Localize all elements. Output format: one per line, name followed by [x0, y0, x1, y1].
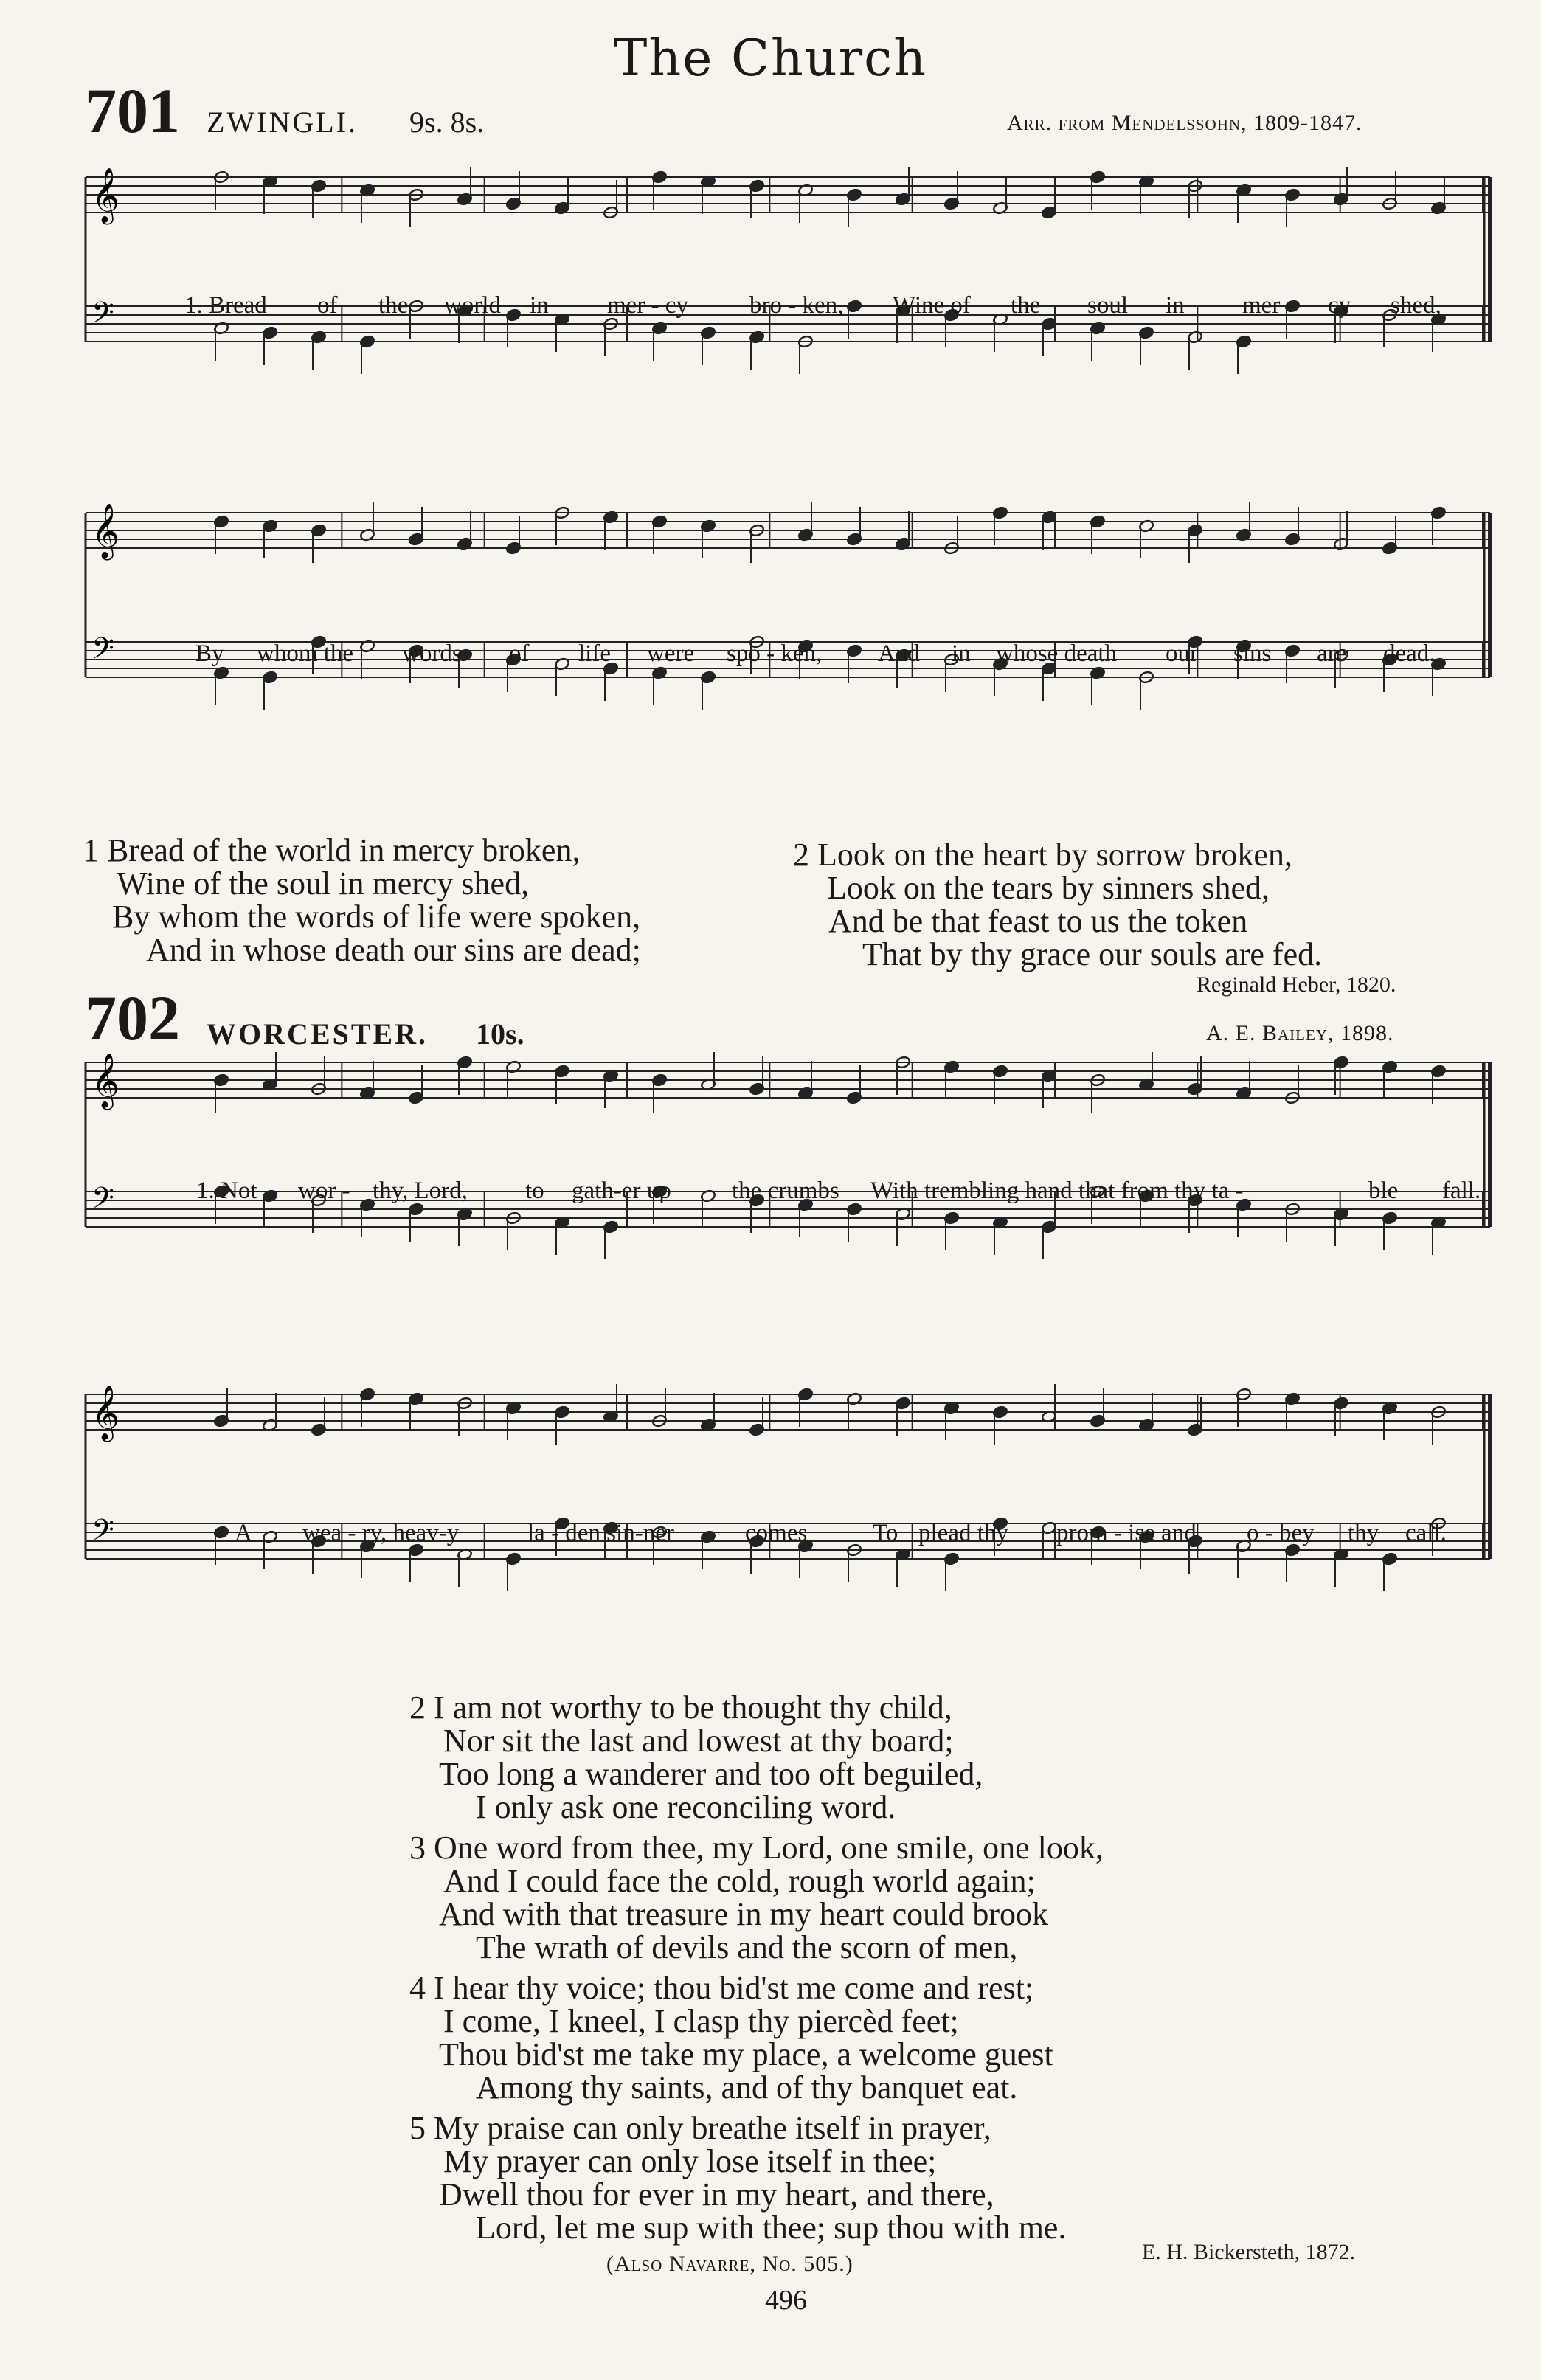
bass-clef-icon: 𝄢 [91, 632, 114, 673]
lyric-word: dead. [1383, 640, 1436, 667]
hymn-number-702: 702 [85, 983, 180, 1054]
lyrics-line-701-b [0, 640, 1541, 670]
lyric-word: bro - ken, [749, 292, 844, 319]
verse-line: Among thy saints, and of thy banquet eat. [476, 2069, 1018, 2106]
tune-name-702: WORCESTER. [207, 1017, 429, 1051]
verse-line: That by thy grace our souls are fed. [862, 936, 1323, 972]
page-header: The Church [613, 30, 927, 88]
verse-line: Nor sit the last and lowest at thy board; [443, 1723, 954, 1759]
lyric-word: la - den sin-ner [527, 1520, 674, 1546]
lyrics-line-701-a [0, 292, 1541, 322]
lyric-word: whose death [996, 640, 1118, 667]
verse-line: 5 My praise can only breathe itself in prayer, [409, 2110, 991, 2146]
lyric-word: ble [1368, 1177, 1399, 1204]
composer-702: A. E. Bailey, 1898. [1206, 1021, 1394, 1045]
lyric-word: words [402, 640, 462, 667]
lyric-word: 1. Bread [184, 292, 267, 319]
lyric-word: in [1166, 292, 1185, 319]
verse-line: 4 I hear thy voice; thou bid'st me come and rest; [409, 1970, 1034, 2006]
lyric-word: 1. Not [196, 1177, 257, 1204]
lyric-word: To [873, 1520, 898, 1546]
verse-702-5 [409, 2111, 1104, 2244]
lyric-word: our [1166, 640, 1198, 667]
meter-701: 9s. 8s. [409, 105, 485, 139]
lyric-word: world [444, 292, 501, 319]
verse-line: 2 I am not worthy to be thought thy child, [409, 1689, 952, 1726]
lyric-word: the crumbs [732, 1177, 839, 1204]
lyric-word: comes [745, 1520, 808, 1546]
lyric-word: in [530, 292, 549, 319]
treble-clef-icon: 𝄞 [91, 168, 120, 223]
music-system-701-b [81, 491, 1497, 786]
lyrics-line-702-b [0, 1520, 1541, 1549]
page-number: 496 [765, 2285, 807, 2316]
lyric-word: A [235, 1520, 252, 1546]
verse-line: Lord, let me sup with thee; sup thou with me. [476, 2210, 1067, 2246]
lyric-word: Wine of [893, 292, 971, 319]
verse-line: And be that feast to us the token [828, 903, 1248, 939]
verse-line: My prayer can only lose itself in thee; [443, 2143, 937, 2179]
verse-701-2 [793, 838, 1322, 971]
bass-clef-icon: 𝄢 [91, 1513, 114, 1554]
verse-702-4 [409, 1971, 1104, 2104]
lyric-word: were [647, 640, 695, 667]
lyric-word: fall. [1442, 1177, 1481, 1204]
lyric-word: the [378, 292, 409, 319]
verse-701-1 [83, 834, 641, 966]
lyric-word: cy [1328, 292, 1351, 319]
lyric-word: By [195, 640, 224, 667]
verse-line: I only ask one reconciling word. [476, 1789, 896, 1825]
lyric-word: gath-er up [572, 1177, 671, 1204]
lyric-word: wor - [298, 1177, 350, 1204]
verse-line: 1 Bread of the world in mercy broken, [83, 832, 581, 868]
lyric-word: whom the [257, 640, 354, 667]
verse-line: By whom the words of life were spoken, [112, 899, 641, 935]
verse-line: 3 One word from thee, my Lord, one smile, one look, [409, 1830, 1104, 1866]
lyric-word: in [952, 640, 971, 667]
bass-clef-icon: 𝄢 [91, 296, 114, 337]
author-701: Reginald Heber, 1820. [1197, 972, 1396, 997]
verses-702 [409, 1691, 1104, 2244]
tune-name-701: ZWINGLI. [207, 105, 359, 139]
lyric-word: thy, Lord, [373, 1177, 468, 1204]
lyric-word: the [1011, 292, 1041, 319]
lyric-word: shed, [1391, 292, 1441, 319]
lyric-word: of [509, 640, 530, 667]
verse-line: Look on the tears by sinners shed, [827, 870, 1270, 906]
lyric-word: are [1317, 640, 1347, 667]
verse-line: 2 Look on the heart by sorrow broken, [793, 837, 1292, 873]
lyric-word: plead thy [918, 1520, 1008, 1546]
lyric-word: of [317, 292, 338, 319]
verse-line: I come, I kneel, I clasp thy piercèd feet; [443, 2003, 959, 2039]
lyric-word: thy [1348, 1520, 1379, 1546]
treble-clef-icon: 𝄞 [91, 1386, 120, 1440]
treble-clef-icon: 𝄞 [91, 504, 120, 558]
also-note: (Also Navarre, No. 505.) [606, 2252, 853, 2276]
lyric-word: prom - ise and [1056, 1520, 1197, 1546]
lyric-word: mer - cy [607, 292, 688, 319]
lyric-word: soul [1087, 292, 1129, 319]
lyric-word: o - bey [1247, 1520, 1315, 1546]
bass-clef-icon: 𝄢 [91, 1181, 114, 1222]
verse-line: Too long a wanderer and too oft beguiled, [439, 1756, 983, 1792]
verse-line: And in whose death our sins are dead; [146, 932, 641, 968]
lyric-word: wea - ry, heav-y [302, 1520, 460, 1546]
lyric-word: life [578, 640, 611, 667]
lyric-word: call. [1405, 1520, 1447, 1546]
verse-line: Thou bid'st me take my place, a welcome guest [439, 2036, 1053, 2072]
staff-system [81, 491, 1497, 786]
lyric-word: With trembling hand that from thy ta - [870, 1177, 1244, 1204]
verse-line: Dwell thou for ever in my heart, and there, [439, 2176, 994, 2213]
lyrics-line-702-a [0, 1177, 1541, 1207]
lyric-word: And [878, 640, 920, 667]
lyric-word: to [525, 1177, 544, 1204]
hymn-number-701: 701 [85, 75, 180, 146]
verse-702-3 [409, 1831, 1104, 1964]
verse-line: The wrath of devils and the scorn of men, [476, 1929, 1018, 1965]
treble-clef-icon: 𝄞 [91, 1054, 120, 1108]
composer-701: Arr. from Mendelssohn, 1809-1847. [1007, 111, 1362, 135]
verse-line: And I could face the cold, rough world again; [443, 1863, 1036, 1899]
author-702: E. H. Bickersteth, 1872. [1142, 2240, 1356, 2264]
verse-line: And with that treasure in my heart could brook [439, 1896, 1049, 1932]
lyric-word: mer - [1242, 292, 1295, 319]
lyric-word: sins [1233, 640, 1272, 667]
lyric-word: spo - ken, [727, 640, 823, 667]
verse-line: Wine of the soul in mercy shed, [117, 865, 530, 902]
meter-702: 10s. [476, 1017, 524, 1051]
verse-702-2 [409, 1691, 1104, 1824]
